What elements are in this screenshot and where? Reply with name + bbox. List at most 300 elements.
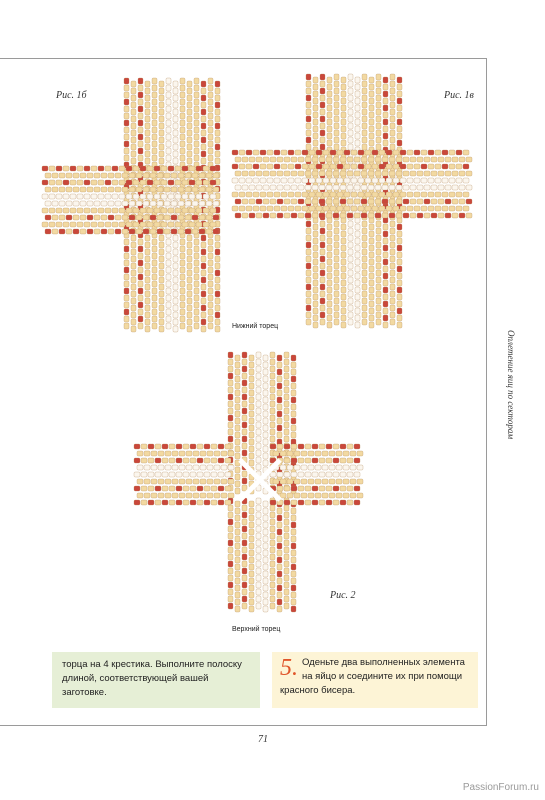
bead (320, 221, 325, 227)
bead (354, 213, 360, 218)
bead (112, 222, 118, 227)
bead (456, 192, 462, 197)
bead (355, 98, 360, 104)
bead (351, 164, 357, 169)
bead (301, 493, 307, 498)
bead (201, 95, 206, 101)
bead (334, 123, 339, 129)
bead (249, 508, 254, 514)
bead (145, 326, 150, 332)
bead (291, 376, 296, 382)
bead (152, 155, 157, 161)
bead (320, 312, 325, 318)
bead (134, 486, 140, 491)
bead (452, 213, 458, 218)
bead (249, 543, 254, 549)
bead (407, 206, 413, 211)
bead (362, 221, 367, 227)
bead (171, 201, 177, 206)
bead (291, 171, 297, 176)
bead (375, 171, 381, 176)
bead (242, 157, 248, 162)
bead (56, 194, 62, 199)
bead (124, 302, 129, 308)
bead (124, 281, 129, 287)
bead (235, 536, 240, 542)
bead (305, 213, 311, 218)
bead (145, 249, 150, 255)
bead (141, 458, 147, 463)
bead (190, 486, 196, 491)
bead (306, 102, 311, 108)
bead (249, 529, 254, 535)
bead (152, 281, 157, 287)
bead (166, 288, 171, 294)
bead (159, 95, 164, 101)
bead (368, 213, 374, 218)
bead (140, 166, 146, 171)
bead (215, 326, 220, 332)
bead (194, 113, 199, 119)
bead (180, 92, 185, 98)
bead (270, 596, 275, 602)
bead (334, 319, 339, 325)
bead (194, 127, 199, 133)
bead (173, 298, 178, 304)
bead (369, 259, 374, 265)
bead (239, 206, 245, 211)
bead (49, 166, 55, 171)
bead (228, 451, 234, 456)
bead (383, 224, 388, 230)
bead (152, 127, 157, 133)
bead (334, 249, 339, 255)
bead (445, 157, 451, 162)
bead (180, 274, 185, 280)
bead (145, 102, 150, 108)
bead (131, 270, 136, 276)
bead (192, 187, 198, 192)
bead (246, 164, 252, 169)
bead (383, 294, 388, 300)
bead (194, 309, 199, 315)
bead (115, 229, 121, 234)
bead (134, 472, 140, 477)
bead (369, 84, 374, 90)
bead (313, 119, 318, 125)
bead (396, 213, 402, 218)
bead (383, 140, 388, 146)
bead (369, 315, 374, 321)
bead (358, 150, 364, 155)
bead (319, 444, 325, 449)
bead (143, 201, 149, 206)
bead (369, 287, 374, 293)
bead (326, 171, 332, 176)
bead (369, 280, 374, 286)
bead (390, 284, 395, 290)
bead (124, 253, 129, 259)
bead (383, 308, 388, 314)
bead (326, 199, 332, 204)
bead (124, 92, 129, 98)
bead (124, 99, 129, 105)
bead (376, 242, 381, 248)
bead (179, 493, 185, 498)
bead (159, 123, 164, 129)
bead (326, 472, 332, 477)
bead (159, 249, 164, 255)
bead (145, 116, 150, 122)
bead (77, 166, 83, 171)
bead (133, 194, 139, 199)
bead (280, 451, 286, 456)
bead (270, 561, 275, 567)
bead (372, 178, 378, 183)
bead (306, 319, 311, 325)
bead (161, 208, 167, 213)
bead (91, 208, 97, 213)
bead (369, 238, 374, 244)
bead (173, 81, 178, 87)
bead (162, 458, 168, 463)
bead (341, 133, 346, 139)
bead (277, 592, 282, 598)
bead (341, 77, 346, 83)
bead (333, 458, 339, 463)
bead (383, 119, 388, 125)
bead (187, 305, 192, 311)
bead (435, 192, 441, 197)
bead (87, 173, 93, 178)
bead (138, 120, 143, 126)
bead (199, 187, 205, 192)
bead (179, 451, 185, 456)
bead (242, 185, 248, 190)
bead (428, 206, 434, 211)
bead (246, 192, 252, 197)
bead (187, 123, 192, 129)
bead (313, 133, 318, 139)
bead (187, 298, 192, 304)
bead (180, 288, 185, 294)
bead (66, 187, 72, 192)
bead (277, 157, 283, 162)
bead (277, 355, 282, 361)
bead (263, 418, 268, 424)
bead (320, 298, 325, 304)
bead (166, 106, 171, 112)
bead (334, 291, 339, 297)
bead (196, 222, 202, 227)
fig-1b-label: Рис. 1б (56, 90, 87, 101)
bead (459, 213, 465, 218)
bead (256, 568, 261, 574)
bead (270, 199, 276, 204)
bead (383, 77, 388, 83)
bead (390, 263, 395, 269)
bead (249, 578, 254, 584)
bead (263, 529, 268, 535)
bead (187, 130, 192, 136)
bead (291, 444, 297, 449)
bead (284, 561, 289, 567)
bead (263, 171, 269, 176)
bead (158, 465, 164, 470)
bead (397, 322, 402, 328)
bead (98, 194, 104, 199)
bead (185, 229, 191, 234)
bead (199, 173, 205, 178)
bead (291, 425, 296, 431)
bead (383, 91, 388, 97)
bead (199, 215, 205, 220)
bead (235, 515, 240, 521)
bead (208, 309, 213, 315)
bead (143, 173, 149, 178)
bead (306, 312, 311, 318)
bead (260, 178, 266, 183)
bead (341, 231, 346, 237)
bead (256, 498, 261, 504)
bead (246, 206, 252, 211)
bead (277, 171, 283, 176)
bead (424, 213, 430, 218)
fig-1v-caption: Нижний торец (232, 323, 279, 330)
bead (277, 213, 283, 218)
bead (253, 164, 259, 169)
bead (306, 116, 311, 122)
bead (312, 472, 318, 477)
bead (215, 158, 220, 164)
bead (242, 540, 247, 546)
bead (173, 291, 178, 297)
bead (333, 213, 339, 218)
bead (375, 199, 381, 204)
bead (239, 178, 245, 183)
bead (369, 252, 374, 258)
bead (456, 206, 462, 211)
bead (263, 592, 268, 598)
bead (348, 123, 353, 129)
bead (208, 274, 213, 280)
bead (362, 249, 367, 255)
bead (306, 144, 311, 150)
bead (91, 166, 97, 171)
bead (152, 134, 157, 140)
bead (201, 88, 206, 94)
bead (343, 479, 349, 484)
bead (449, 178, 455, 183)
bead (330, 206, 336, 211)
bead (277, 606, 282, 612)
bead (341, 98, 346, 104)
bead (235, 543, 240, 549)
bead (466, 199, 472, 204)
bead (336, 479, 342, 484)
bead (197, 500, 203, 505)
bead (187, 158, 192, 164)
bead (173, 284, 178, 290)
bead (256, 540, 261, 546)
bead (320, 116, 325, 122)
bead (171, 187, 177, 192)
bead (306, 270, 311, 276)
bead (376, 74, 381, 80)
bead (152, 267, 157, 273)
bead (180, 78, 185, 84)
bead (166, 295, 171, 301)
bead (242, 366, 247, 372)
bead (180, 120, 185, 126)
bead (228, 519, 233, 525)
bead (183, 458, 189, 463)
bead (267, 150, 273, 155)
bead (249, 418, 254, 424)
bead (368, 171, 374, 176)
bead (362, 116, 367, 122)
bead (274, 192, 280, 197)
bead (126, 208, 132, 213)
bead (277, 578, 282, 584)
bead (148, 444, 154, 449)
bead (159, 130, 164, 136)
bead (131, 298, 136, 304)
bead (225, 472, 231, 477)
bead (320, 228, 325, 234)
bead (70, 222, 76, 227)
bead (256, 526, 261, 532)
bead (235, 585, 240, 591)
bead (348, 242, 353, 248)
bead (180, 148, 185, 154)
bead (256, 436, 261, 442)
bead (201, 158, 206, 164)
bead (87, 229, 93, 234)
bead (355, 105, 360, 111)
bead (105, 180, 111, 185)
bead (194, 78, 199, 84)
bead (383, 280, 388, 286)
bead (344, 192, 350, 197)
bead (459, 199, 465, 204)
bead (270, 408, 275, 414)
bead (340, 486, 346, 491)
bead (400, 192, 406, 197)
bead (171, 229, 177, 234)
bead (159, 81, 164, 87)
bead (355, 252, 360, 258)
bead (298, 444, 304, 449)
bead (242, 401, 247, 407)
bead (155, 486, 161, 491)
bead (397, 105, 402, 111)
fig-2-label: Рис. 2 (330, 590, 356, 601)
bead (327, 112, 332, 118)
bead (397, 77, 402, 83)
bead (91, 194, 97, 199)
bead (66, 215, 72, 220)
bead (197, 458, 203, 463)
bead (320, 130, 325, 136)
bead (155, 472, 161, 477)
bead (306, 256, 311, 262)
bead (312, 185, 318, 190)
bead (63, 194, 69, 199)
bead (187, 81, 192, 87)
bead (357, 493, 363, 498)
bead (397, 231, 402, 237)
bead (129, 187, 135, 192)
bead (256, 443, 261, 449)
bead (355, 133, 360, 139)
bead (180, 155, 185, 161)
bead (327, 224, 332, 230)
bead (249, 157, 255, 162)
bead (138, 302, 143, 308)
bead (235, 199, 241, 204)
bead (376, 228, 381, 234)
bead (376, 284, 381, 290)
bead (442, 178, 448, 183)
bead (397, 266, 402, 272)
bead (354, 199, 360, 204)
bead (263, 397, 268, 403)
bead (150, 173, 156, 178)
bead (362, 137, 367, 143)
bead (327, 105, 332, 111)
bead (131, 116, 136, 122)
bead (369, 77, 374, 83)
bead (389, 171, 395, 176)
bead (221, 465, 227, 470)
bead (211, 458, 217, 463)
bead (319, 486, 325, 491)
bead (355, 308, 360, 314)
bead (316, 178, 322, 183)
bead (159, 291, 164, 297)
bead (159, 151, 164, 157)
bead (407, 192, 413, 197)
bead (270, 500, 276, 505)
bead (323, 192, 329, 197)
bead (194, 316, 199, 322)
bead (355, 91, 360, 97)
bead (242, 561, 247, 567)
bead (334, 263, 339, 269)
bead (151, 465, 157, 470)
bead (232, 150, 238, 155)
bead (333, 500, 339, 505)
bead (166, 85, 171, 91)
bead (158, 451, 164, 456)
bead (119, 222, 125, 227)
bead (376, 312, 381, 318)
bead (382, 171, 388, 176)
bead (306, 95, 311, 101)
bead (313, 231, 318, 237)
bead (354, 444, 360, 449)
bead (327, 245, 332, 251)
bead (322, 479, 328, 484)
bead (315, 493, 321, 498)
bead (369, 112, 374, 118)
bead (390, 81, 395, 87)
bead (270, 429, 275, 435)
bead (143, 229, 149, 234)
bead (390, 109, 395, 115)
bead (131, 326, 136, 332)
